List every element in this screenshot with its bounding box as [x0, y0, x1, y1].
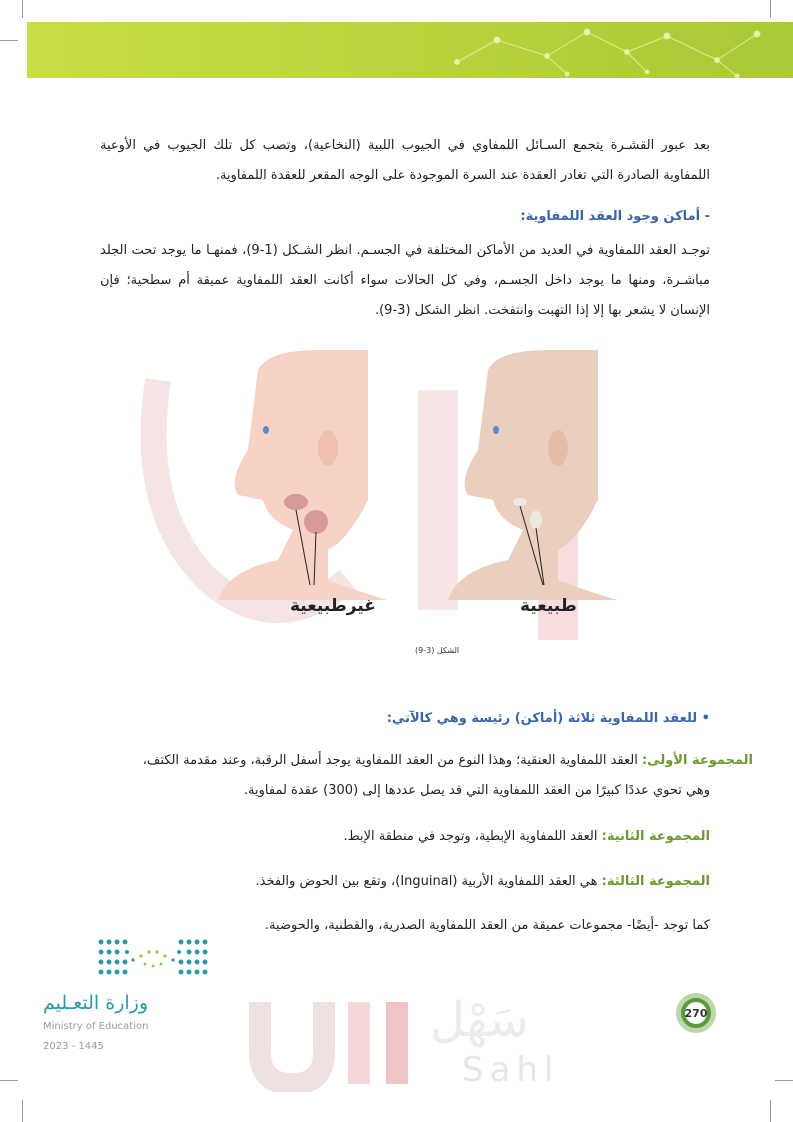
sahl-watermark — [240, 992, 570, 1102]
intro-paragraph: بعد عبور القشـرة يتجمع السـائل اللمفاوي في الجيوب اللبية (النخاعية)، وتصب كل تلك الجيوب في الأوعية اللمفاوية الصادرة التي تغادر العقدة عند السرة الموجودة على الوجه المقعر للعقدة اللمفاوية. — [100, 138, 710, 183]
group-3-text: هي العقد اللمفاوية الأربية (Inguinal)، وتقع بين الحوض والفخذ. — [255, 874, 598, 889]
lymph-node-figure — [118, 350, 684, 668]
normal-head-drawing — [448, 350, 618, 600]
ministry-dots-logo — [97, 936, 209, 978]
ministry-year: 2023 - 1445 — [43, 1041, 104, 1052]
group-1-continuation: وهي تحوي عددًا كبيرًا من العقد اللمفاوية التي قد يصل عددها إلى (300) عقدة لمفاوية. — [243, 783, 710, 798]
locations-paragraph: توجـد العقد اللمفاوية في العديد من الأماكن المختلفة في الجسـم. انظر الشـكل (1-9)، فمنهـا ما يوجد تحت الجلد مباشـرة، ومنها ما يوجد داخل الجسـم، وفي كل الحالات سواء أكانت العقد اللمفاوية عميقة أم سطحية؛ فإن الإنسان لا يشعر بها إلا إذا التهبت وانتفخت. انظر الشكل (3-9). — [100, 243, 710, 318]
crop-mark — [770, 1100, 771, 1122]
lymph-node-illustration — [118, 350, 684, 668]
header-band — [27, 22, 793, 78]
group-3-label: المجموعة الثالثة: — [601, 874, 710, 889]
group-1 — [33, 746, 753, 776]
crop-mark — [0, 1080, 18, 1081]
sahl-logo-mark — [240, 992, 440, 1092]
label-normal: طبيعية — [520, 596, 577, 616]
closing-sentence: كما توجد -أيضًا- مجموعات عميقة من العقد اللمفاوية الصدرية، والقطنية، والحوضية. — [264, 918, 710, 933]
label-abnormal: غيرطبيعية — [290, 596, 376, 616]
section-heading: - أماكن وجود العقد اللمفاوية: — [520, 209, 710, 224]
crop-mark — [775, 1080, 793, 1081]
crop-mark — [0, 40, 18, 41]
crop-mark — [22, 0, 23, 18]
group-2-text: العقد اللمفاوية الإبطية، وتوجد في منطقة الإبط. — [343, 829, 598, 844]
abnormal-head-drawing — [218, 350, 388, 600]
group-1-text: العقد اللمفاوية العنقية؛ وهذا النوع من العقد اللمفاوية يوجد أسفل الرقبة، وعند مقدمة الكتف، — [142, 753, 638, 768]
group-2 — [344, 822, 710, 852]
ministry-name-ar: وزارة التعـليم — [43, 992, 149, 1014]
group-1-label: المجموعة الأولى: — [641, 753, 753, 768]
groups-intro: • للعقد اللمفاوية ثلاثة (أماكن) رئيسة وهي كالآتي: — [386, 711, 710, 726]
sahl-brand-en: Sahl — [462, 1050, 560, 1090]
crop-mark — [22, 1100, 23, 1122]
network-pattern-decoration — [27, 22, 793, 78]
group-2-label: المجموعة الثانية: — [601, 829, 710, 844]
group-3 — [256, 867, 710, 897]
crop-mark — [770, 0, 771, 18]
ministry-name-en: Ministry of Education — [43, 1021, 149, 1032]
sahl-brand-ar: سَهْل — [430, 992, 529, 1048]
figure-caption: الشكل (3-9) — [415, 646, 460, 655]
page-number: 270 — [681, 998, 711, 1028]
